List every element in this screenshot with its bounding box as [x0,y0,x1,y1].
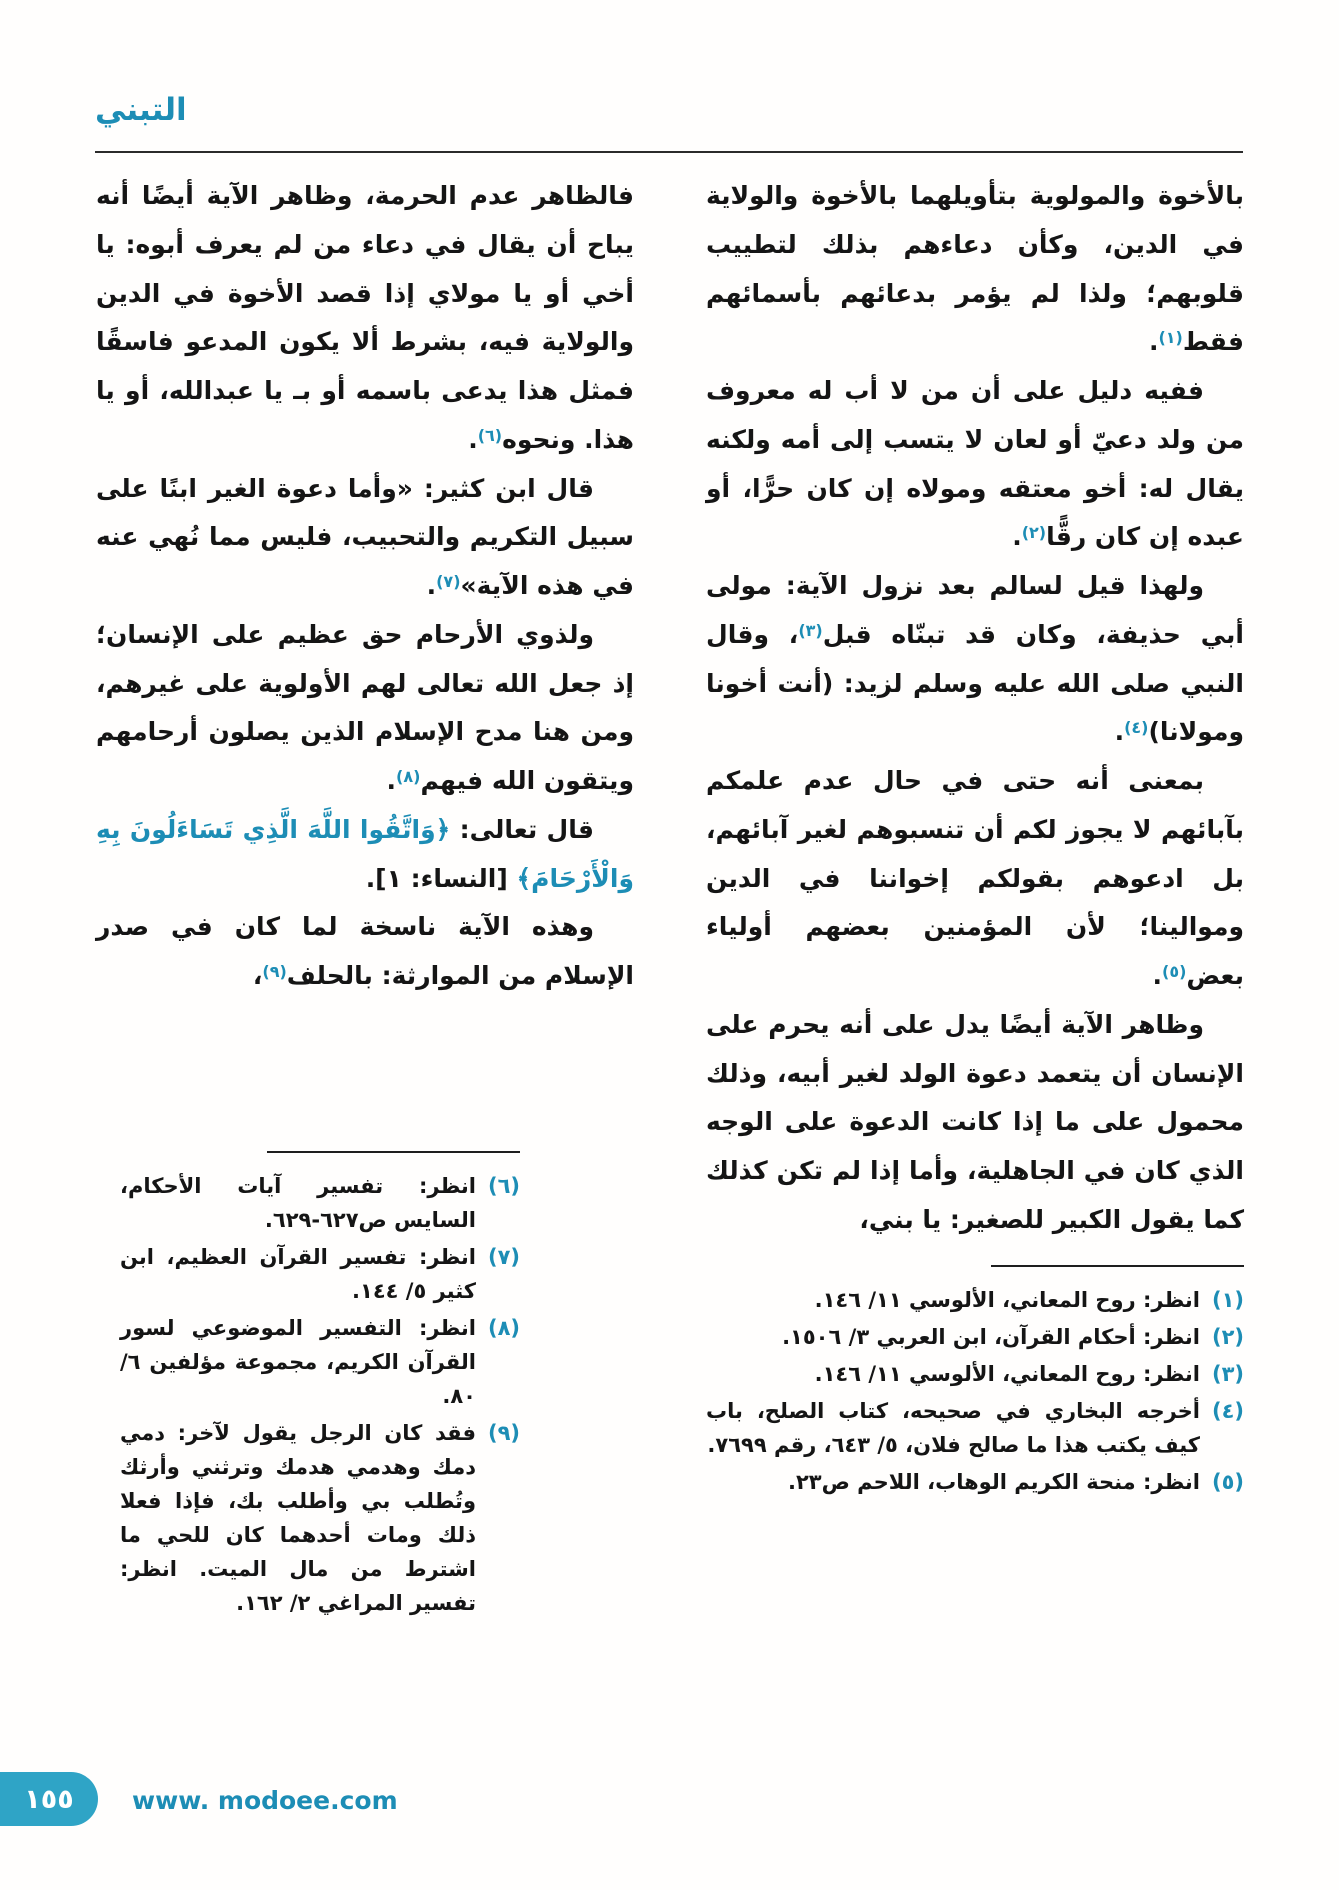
body-paragraph [96,172,634,465]
text-columns [96,172,1244,1623]
website-url: www. modoee.com [132,1786,398,1815]
footnote-text: انظر: روح المعاني، الألوسي ١١/ ١٤٦. [814,1287,1200,1312]
column-right-paragraphs [706,172,1244,1245]
footnote-text: انظر: التفسير الموضوعي لسور القرآن الكريم، مجموعة مؤلفين ٦/ ٨٠. [120,1315,476,1408]
page-number: ١٥٥ [24,1783,74,1815]
column-right-footnotes [706,1265,1244,1499]
footnote-list [706,1283,1244,1499]
footnote-separator [267,1151,520,1153]
footnote [120,1240,520,1308]
column-left [96,172,634,1623]
text-run: . [1114,717,1125,747]
footnote [706,1394,1244,1462]
body-paragraph [706,1001,1244,1245]
body-paragraph [96,611,634,806]
footnote-text: انظر: تفسير القرآن العظيم، ابن كثير ٥/ ١٤٤. [120,1244,476,1303]
footnote-number: (٨) [487,1315,520,1340]
footnote [706,1320,1244,1354]
text-run: . [468,424,478,454]
footnote [120,1311,520,1413]
text-run: ، [252,961,263,990]
footnote-text: انظر: منحة الكريم الوهاب، اللاحم ص٢٣. [788,1469,1200,1494]
footnote [706,1465,1244,1499]
footnote-number: (٢) [1211,1324,1244,1349]
text-run: قال تعالى: [450,814,594,844]
footnote-number: (٦) [487,1173,520,1198]
text-run: . [426,571,437,600]
footnote-number: (٤) [1211,1398,1244,1423]
footnote-separator [991,1265,1244,1267]
footnote-text: انظر: روح المعاني، الألوسي ١١/ ١٤٦. [814,1361,1200,1386]
footnote-number: (١) [1211,1287,1244,1312]
footnote [120,1416,520,1620]
text-run: [النساء: ١]. [365,863,517,893]
text-run: . [1148,327,1159,357]
footnote-ref: (٢) [1021,523,1047,543]
text-run: بالأخوة والمولوية بتأويلهما بالأخوة والولاية في الدين، وكأن دعاءهم بذلك لتطييب قلوبهم؛ ولذا لم يؤمر بدعائهم بأسمائهم فقط [706,181,1244,357]
body-paragraph [706,367,1244,562]
footnote-list [120,1169,520,1620]
page-header-title: التبني [95,92,187,128]
column-left-paragraphs [96,172,634,1001]
text-run: . [386,766,397,795]
footnote-text: فقد كان الرجل يقول لآخر: دمي دمك وهدمي هدمك وترثني وأرثك وتُطلب بي وأطلب بك، فإذا فعلا ذلك ومات أحدهما كان للحي ما اشترط من مال الميت. انظر: تفسير المراغي ٢/ ١٦٢. [120,1420,476,1615]
footnote [706,1283,1244,1317]
footnote-ref: (٩) [262,962,287,981]
footnote-ref: (٣) [798,620,823,640]
body-paragraph [706,757,1244,1001]
column-right [706,172,1244,1623]
footnote-number: (٩) [487,1420,520,1445]
footnote-ref: (١) [1158,328,1183,348]
text-run: ، وقال النبي صلى الله عليه وسلم لزيد: (أنت أخونا ومولانا) [706,619,1244,747]
body-paragraph [96,903,634,1001]
footnote-number: (٧) [487,1244,520,1269]
footnote-text: انظر: أحكام القرآن، ابن العربي ٣/ ١٥٠٦. [782,1324,1200,1349]
body-paragraph [706,172,1244,367]
text-run: قال ابن كثير: «وأما دعوة الغير ابنًا على سبيل التكريم والتحبيب، فليس مما نُهي عنه في هذه الآية» [96,473,634,600]
body-paragraph [706,562,1244,757]
body-paragraph [96,465,634,611]
text-run: . [1152,961,1162,990]
column-left-footnotes [120,1151,520,1620]
footnote-ref: (٧) [436,572,461,591]
text-run: بمعنى أنه حتى في حال عدم علمكم بآبائهم لا يجوز لكم أن تنسبوهم لغير آبائهم، بل ادعوهم بقولكم إخواننا في الدين وموالينا؛ لأن المؤمنين بعضهم أولياء بعض [706,766,1244,990]
footnote-ref: (٨) [396,767,421,786]
footnote-text: أخرجه البخاري في صحيحه، كتاب الصلح، باب كيف يكتب هذا ما صالح فلان، ٥/ ٦٤٣، رقم ٧٦٩٩. [706,1398,1200,1457]
text-run: وهذه الآية ناسخة لما كان في صدر الإسلام من الموارثة: بالحلف [96,912,634,990]
text-run: ولذوي الأرحام حق عظيم على الإنسان؛ إذ جعل الله تعالى لهم الأولوية على غيرهم، ومن هنا مدح الإسلام الذين يصلون أرحامهم ويتقون الله فيهم [96,619,634,795]
text-run: ولهذا قيل لسالم بعد نزول الآية: مولى أبي حذيفة، وكان قد تبنّاه قبل [706,571,1244,649]
body-paragraph [96,806,634,904]
footnote-ref: (٤) [1124,718,1149,738]
quran-verse: ﴿وَاتَّقُوا اللَّهَ الَّذِي تَسَاءَلُونَ بِهِ وَالْأَرْحَامَ﴾ [96,814,634,893]
text-run: ففيه دليل على أن من لا أب له معروف من ولد دعيّ أو لعان لا يتسب إلى أمه ولكنه يقال له: أخو معتقه ومولاه إن كان حرًّا، أو عبده إن كان رقًّا [706,376,1244,552]
footnote-ref: (٥) [1162,962,1187,981]
footnote [120,1169,520,1237]
footnote-number: (٣) [1211,1361,1244,1386]
page-number-badge [0,1772,98,1826]
footnote-ref: (٦) [477,425,503,445]
footnote-text: انظر: تفسير آيات الأحكام، السايس ص٦٢٧-٦٢٩. [120,1173,476,1232]
text-run: . [1012,522,1022,552]
footnote-number: (٥) [1211,1469,1244,1494]
text-run: وظاهر الآية أيضًا يدل على أنه يحرم على الإنسان أن يتعمد دعوة الولد لغير أبيه، وذلك محمول على ما إذا كانت الدعوة على الوجه الذي كان في الجاهلية، وأما إذا لم تكن كذلك كما يقول الكبير للصغير: يا بني، [706,1009,1244,1234]
text-run: فالظاهر عدم الحرمة، وظاهر الآية أيضًا أنه يباح أن يقال في دعاء من لم يعرف أبوه: يا أخي أو يا مولاي إذا قصد الأخوة في الدين والولاية فيه، بشرط ألا يكون المدعو فاسقًا فمثل هذا يدعى باسمه أو بـ يا عبدالله، أو يا هذا. ونحوه [96,181,634,454]
header-rule [95,151,1243,153]
footnote [706,1357,1244,1391]
